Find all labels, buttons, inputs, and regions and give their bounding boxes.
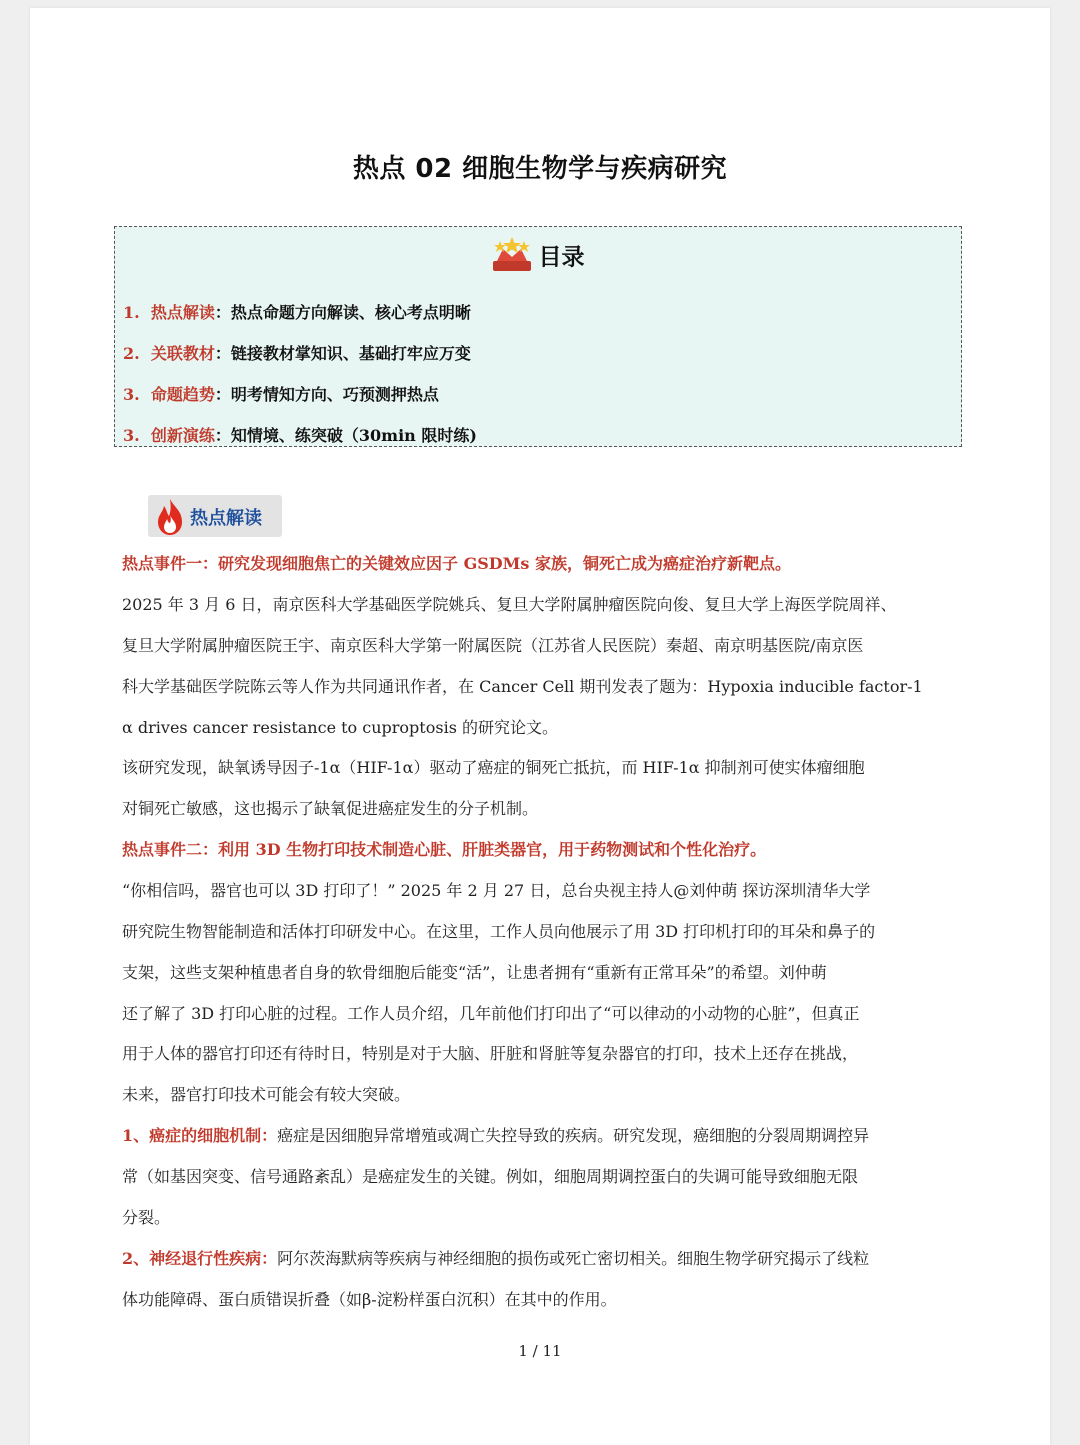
point2-label: 2、神经退行性疾病： [122, 1249, 278, 1268]
point2-text: 阿尔茨海默病等疾病与神经细胞的损伤或死亡密切相关。细胞生物学研究揭示了线粒 [277, 1249, 870, 1268]
point1-text: 癌症是因细胞异常增殖或凋亡失控导致的疾病。研究发现，癌细胞的分裂周期调控异 [277, 1126, 870, 1145]
toc-item-desc: 链接教材掌知识、基础打牢应万变 [230, 344, 471, 363]
paragraph-line: 分裂。 [122, 1208, 171, 1227]
paragraph-line: 对铜死亡敏感，这也揭示了缺氧促进癌症发生的分子机制。 [122, 799, 539, 818]
paragraph-line: 2025 年 3 月 6 日，南京医科大学基础医学院姚兵、复旦大学附属肿瘤医院向俊、复旦大学上海医学院周祥、 [122, 595, 897, 614]
event1-heading: 热点事件一：研究发现细胞焦亡的关键效应因子 GSDMs 家族，铜死亡成为癌症治疗新靶点。 [122, 554, 791, 573]
toc-item [123, 300, 471, 323]
toc-item-number: 1. [123, 303, 140, 322]
point1-label: 1、癌症的细胞机制： [122, 1126, 278, 1145]
toc-item-number: 3. [123, 385, 140, 404]
toc-item-key: 热点解读 [150, 303, 215, 322]
point1-line [122, 1126, 964, 1146]
toc-item-key: 关联教材 [150, 344, 215, 363]
toc-item [123, 341, 471, 364]
toc-title: 目录 [538, 244, 585, 271]
paragraph-line: 用于人体的器官打印还有待时日，特别是对于大脑、肝脏和肾脏等复杂器官的打印，技术上还存在挑战， [122, 1044, 859, 1063]
toc-item [123, 423, 477, 446]
paragraph-line: 未来，器官打印技术可能会有较大突破。 [122, 1085, 411, 1104]
paragraph-line: 科大学基础医学院陈云等人作为共同通讯作者，在 Cancer Cell 期刊发表了题为：Hypoxia inducible factor-1 [122, 677, 923, 696]
section-label: 热点解读 [190, 508, 262, 529]
page-number: 1 / 11 [518, 1342, 562, 1360]
toc-item-separator: ： [214, 385, 231, 404]
toc-item-number: 2. [123, 344, 140, 363]
toc-item-separator: ： [214, 426, 231, 445]
section-badge [148, 495, 282, 537]
point2-line [122, 1249, 964, 1269]
document-page [30, 8, 1050, 1445]
table-of-contents [114, 226, 962, 447]
toc-item-desc: 知情境、练突破（30min 限时练) [230, 426, 477, 445]
paragraph-line: 复旦大学附属肿瘤医院王宇、南京医科大学第一附属医院（江苏省人民医院）秦超、南京明基医院/南京医 [122, 636, 864, 655]
paragraph-line: 还了解了 3D 打印心脏的过程。工作人员介绍，几年前他们打印出了“可以律动的小动物的心脏”，但真正 [122, 1004, 860, 1023]
paragraph-line: 体功能障碍、蛋白质错误折叠（如β-淀粉样蛋白沉积）在其中的作用。 [122, 1290, 617, 1309]
toc-header [115, 235, 961, 281]
toc-item-separator: ： [214, 344, 231, 363]
paragraph-line: α drives cancer resistance to cuproptosis 的研究论文。 [122, 718, 558, 737]
paragraph-line: 支架，这些支架种植患者自身的软骨细胞后能变“活”，让患者拥有“重新有正常耳朵”的希望。刘仲萌 [122, 963, 827, 982]
toc-item-desc: 明考情知方向、巧预测押热点 [230, 385, 439, 404]
toc-item-separator: ： [214, 303, 231, 322]
paragraph-line: 研究院生物智能制造和活体打印研发中心。在这里，工作人员向他展示了用 3D 打印机打印的耳朵和鼻子的 [122, 922, 876, 941]
toc-item-key: 创新演练 [150, 426, 215, 445]
toc-item-desc: 热点命题方向解读、核心考点明晰 [230, 303, 471, 322]
event2-heading: 热点事件二：利用 3D 生物打印技术制造心脏、肝脏类器官，用于药物测试和个性化治疗。 [122, 840, 767, 859]
crown-stars-icon [491, 235, 533, 275]
paragraph-line: 常（如基因突变、信号通路紊乱）是癌症发生的关键。例如，细胞周期调控蛋白的失调可能导致细胞无限 [122, 1167, 859, 1186]
toc-item [123, 382, 439, 405]
paragraph-line: 该研究发现，缺氧诱导因子-1α（HIF-1α）驱动了癌症的铜死亡抵抗，而 HIF-1α 抑制剂可使实体瘤细胞 [122, 758, 865, 777]
paragraph-line: “你相信吗，器官也可以 3D 打印了！” 2025 年 2 月 27 日，总台央视主持人@刘仲萌 探访深圳清华大学 [122, 881, 871, 900]
toc-item-key: 命题趋势 [150, 385, 215, 404]
toc-item-number: 3. [123, 426, 140, 445]
page-title: 热点 02 细胞生物学与疾病研究 [352, 154, 728, 184]
flame-icon [152, 497, 188, 537]
